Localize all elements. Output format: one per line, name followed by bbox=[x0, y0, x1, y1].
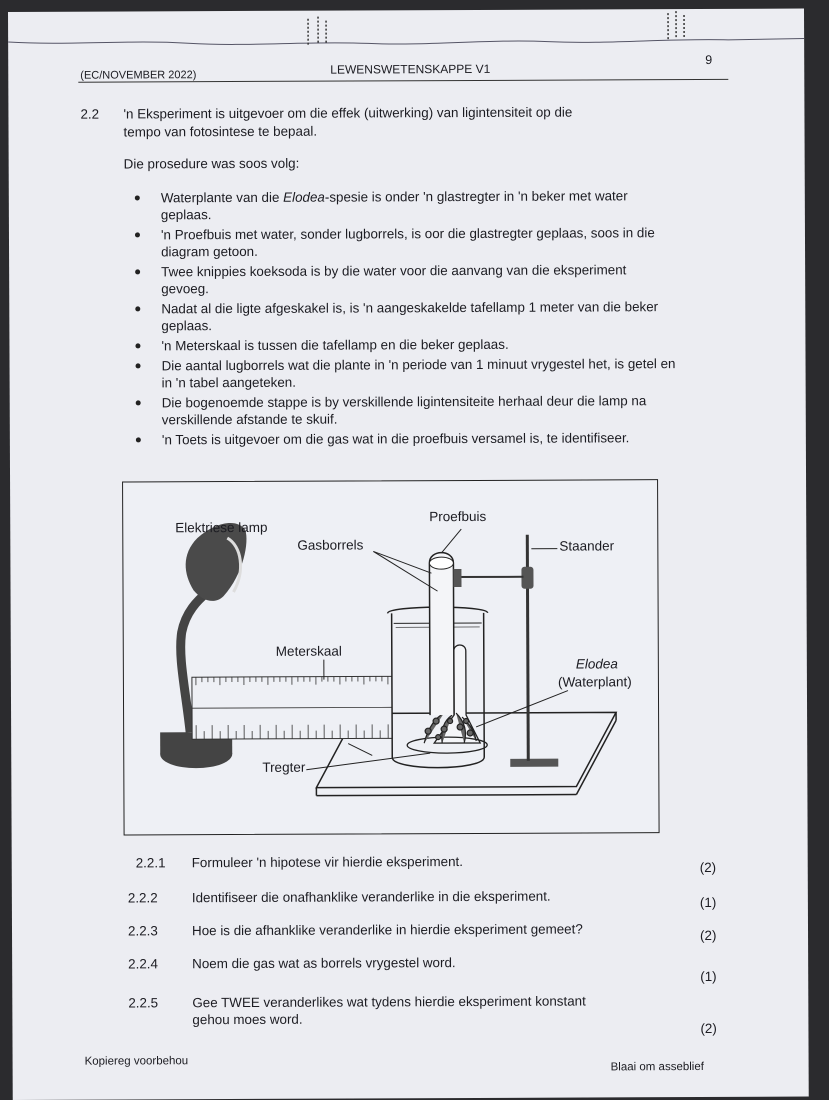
label-test-tube: Proefbuis bbox=[429, 508, 487, 525]
bullet-text: Nadat al die ligte afgeskakel is, is 'n aangeskakelde tafellamp 1 meter van die beker geplaas. bbox=[161, 299, 659, 334]
bullet-icon bbox=[135, 232, 140, 237]
subquestion-number: 2.2.4 bbox=[128, 956, 158, 972]
question-intro-line1: 'n Eksperiment is uitgevoer om die effek (uitwerking) van ligintensiteit op die bbox=[123, 104, 573, 122]
bullet-text: 'n Meterskaal is tussen die tafellamp en die beker geplaas. bbox=[161, 336, 509, 354]
question-intro-line2: tempo van fotosintese te bepaal. bbox=[123, 123, 318, 140]
label-funnel: Tregter bbox=[262, 759, 306, 775]
bullet-icon bbox=[136, 363, 141, 368]
subquestion-text: Gee TWEE veranderlikes wat tydens hierdie eksperiment konstant bbox=[192, 993, 586, 1011]
page-number: 9 bbox=[705, 52, 713, 67]
label-stand: Staander bbox=[559, 538, 615, 554]
subquestion-marks: (2) bbox=[699, 859, 717, 875]
procedure-heading: Die prosedure was soos volg: bbox=[123, 155, 300, 172]
subquestion-number: 2.2.1 bbox=[135, 855, 166, 871]
subquestion-marks: (2) bbox=[700, 1020, 717, 1036]
label-gas-bubbles: Gasborrels bbox=[297, 537, 364, 553]
label-elodea: Elodea bbox=[575, 656, 618, 672]
subquestion-text-continued: gehou moes word. bbox=[192, 1011, 303, 1028]
experiment-diagram bbox=[122, 479, 660, 835]
bullet-text: 'n Toets is uitgevoer om die gas wat in die proefbuis versamel is, te identifiseer. bbox=[161, 430, 630, 448]
test-tube bbox=[429, 553, 454, 716]
meter-ruler bbox=[192, 676, 392, 739]
subquestion-number: 2.2.3 bbox=[127, 923, 158, 939]
label-electric-lamp: Elektriese lamp bbox=[175, 519, 268, 536]
subquestion-text: Noem die gas wat as borrels vrygestel word. bbox=[192, 955, 456, 972]
label-waterplant: (Waterplant) bbox=[557, 674, 632, 690]
subquestion-marks: (1) bbox=[699, 894, 717, 910]
bullet-icon bbox=[135, 195, 140, 200]
perforated-edge bbox=[8, 9, 804, 52]
bullet-text: 'n Proefbuis met water, sonder lugborrels, is oor die glastregter geplaas, soos in die diagram getoon. bbox=[160, 225, 655, 260]
bullet-text: Waterplante van die Elodea-spesie is onder 'n glastregter in 'n beker met water geplaas. bbox=[160, 188, 628, 223]
bullet-icon bbox=[136, 400, 141, 405]
bullet-text: Die aantal lugborrels wat die plante in 'n periode van 1 minuut vrygestel het, is getel en in 'n tabel aangeteken. bbox=[161, 356, 676, 391]
subquestion-number: 2.2.5 bbox=[128, 995, 159, 1011]
bullet-text: Die bogenoemde stappe is by verskillende ligintensiteite herhaal deur die lamp na verskillende afstande te skuif. bbox=[161, 393, 647, 428]
bullet-icon bbox=[135, 269, 140, 274]
footer-turn-over: Blaai om asseblief bbox=[610, 1060, 704, 1074]
label-meter-ruler: Meterskaal bbox=[275, 643, 342, 659]
footer-copyright: Kopiereg voorbehou bbox=[84, 1055, 189, 1068]
bullet-icon bbox=[135, 343, 140, 348]
bullet-text: Twee knippies koeksoda is by die water voor die aanvang van die eksperiment gevoeg. bbox=[161, 262, 627, 297]
subquestion-marks: (1) bbox=[700, 968, 717, 984]
subquestion-text: Identifiseer die onafhanklike veranderlike in die eksperiment. bbox=[191, 888, 551, 906]
header-title: LEWENSWETENSKAPPE V1 bbox=[330, 61, 491, 77]
bullet-icon bbox=[135, 306, 140, 311]
bullet-icon bbox=[136, 437, 141, 442]
subquestion-number: 2.2.2 bbox=[127, 890, 158, 906]
question-number: 2.2 bbox=[80, 106, 100, 122]
subquestion-text: Formuleer 'n hipotese vir hierdie eksperiment. bbox=[191, 854, 463, 871]
subquestion-marks: (2) bbox=[700, 927, 717, 943]
subquestion-text: Hoe is die afhanklike veranderlike in hierdie eksperiment gemeet? bbox=[191, 921, 583, 939]
header-left: (EC/NOVEMBER 2022) bbox=[80, 69, 197, 82]
exam-page bbox=[8, 9, 809, 1100]
